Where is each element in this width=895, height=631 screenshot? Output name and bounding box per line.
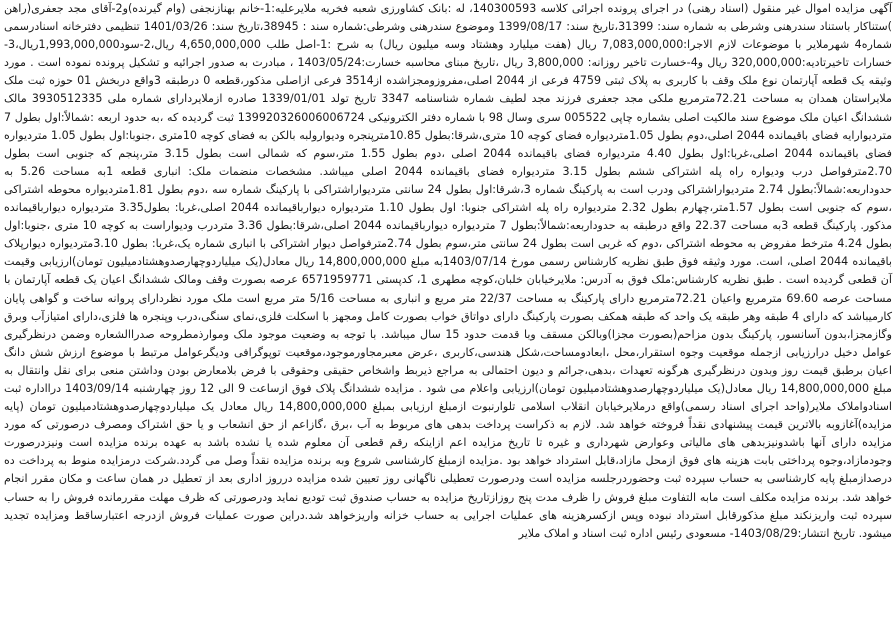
notice-body-text: آگهی مزایده اموال غیر منقول (اسناد رهنی) در اجرای پرونده اجرائی کلاسه 140300593، له :بانک کشاورزی شعبه فخریه ملایرعلیه:1-خانم بهنازنجفی (وام گیرنده)و2-آقای مجد جعفری(راهن )ستناکار باستناد سندرهنی وشرطی به شماره سند: 31399،تاریخ سند: 1399/08/17 وموضوع سندرهنی وشرطی:شماره سند : 38945،تاریخ سند: 1401/03/26 تنظیمی دفترخانه اسنادرسمی شماره4 شهرملایر با موضوعات لازم الاجرا:7,083,000,000 ریال (هفت میلیارد وهشتاد وسه میلیون ریال) به شرح :1-اصل طلب 4,650,000,000 ریال،2-سود1,993,000,000ریال،3-خسارات تاخیرتادیه:320,000,000 ریال و4-خسارت تاخیر روزانه: 3,800,000 ریال ،تاریخ مبنای محاسبه خسارت:1403/05/24 ، مبادرت به صدور اجرائیه و تشکیل پرونده نموده است . مورد وثیقه یک قطعه آپارتمان نوع ملک وقف با کاربری به پلاک ثبتی 4759 فرعی از 2044 اصلی،مفروزومجزاشده از3514 فرعی ازاصلی مذکور،قطعه 0 درطبقه 3واقع دربخش 01 حوزه ثبت ملک ملایراستان همدان به مساحت 72.21مترمربع ملکی مجد جعفری فرزند مجد لطیف شماره شناسنامه 3347 تاریخ تولد 1339/01/01 صادره ازملایردارای شماره ملی 3930512335 مالک ششدانگ اعیان ملک موضوع سند مالکیت اصلی بشماره چاپی 005522 سری وسال 98 با شماره دفتر الکترونیکی 139920326006006724 ثبت گردیده که ،به حدود اربعه :شمالاً:اول بطول 7 متردیوارایه فضای باقیمانده 2044 اصلی،دوم بطول 1.05متردیواره فضای کوچه 10 متری،شرقا:بطول 10.85مترپنجره ودیوارولبه بالکن به فضای کوچه 10متری ،جنوبا:اول بطول 1.05 متردیواره فضای باقیمانده 2044 اصلی،غربا:اول بطول 4.40 متردیواره فضای باقیمانده 2044 اصلی ،دوم بطول 1.55 متر،سوم که شمالی است بطول 3.15 متر،پنجم که جنوبی است بطول 2.70مترفواصل درب ودیواره راه پله اشتراکی ششم بطول 3.15 متردیواره فضای باقیمانده 2044 اصلی میباشد. مشخصات منضمات ملک: انباری قطعه 1به مساحت 5.26 به حدوداربعه:شمالاً:بطول 2.74 متردیواراشتراکی ودرب است به پارکینگ شماره 3،شرقا:اول بطول 24 سانتی متردیواراشتراکی با پارکینگ شماره سه ،دوم بطول 1.81متردیواره محوطه اشتراکی ،سوم که جنوبی است بطول 1.57متر،چهارم بطول 2.32 متردیواره راه پله اشتراکی جنوبا: اول بطول 1.10 متردیواره دیوارباقیمانده 2044 اصلی،غربا: بطول3.35 متردیواره دیوارباقیمانده مذکور. پارکینگ قطعه 3به مساحت 22.37 واقع درطبقه به حدوداربعه:شمالاً:بطول 7 متردیواره دیوارباقیمانده 2044 اصلی،شرقا:بطول 3.36 متردرب ودیواراست به کوچه 10 متری ،جنوبا:اول بطول 4.24 مترخط مفروض به محوطه اشتراکی ،دوم که غربی است بطول 24 سانتی متر،سوم بطول 2.74مترفواصل دیوار اشتراکی با انباری شماره یک،غربا: بطول 3.10متردیواره دیوارپلاک باقیمانده 2044 اصلی، است. مورد وثیقه فوق طبق نظریه کارشناس رسمی مورخ 1403/07/14به مبلغ 14,800,000,000 ریال معادل(یک میلیاردوچهارصدوهشتادمیلیون تومان)ارزیابی وقیمت آن قطعی گردیده است . طبق نظریه کارشناس:ملک فوق به آدرس: ملایرخیابان خلبان،کوچه مطهری 1، کدپستی 6571959771 عرصه بصورت وقف ومالک ششدانگ اعیان یک قطعه آپارتمان با مساحت عرصه 69.60 مترمربع واعیان 72.21مترمربع دارای پارکینگ به مساحت 22/37 متر مربع و انباری به مساحت 5/16 متر مربع است ملک مورد نظردارای پروانه ساخت و گواهی پایان کارمیباشد که دارای 4 طبقه وهر طبقه یک واحد که طبقه همکف بصورت پارکینگ دارای دواتاق خواب بصورت کامل ومجهز با اسکلت فلزی،نمای سنگی،درب وپنجره ها فلزی،دارای امتیازآب وبرق وگازمجزا،بدون آسانسور، پارکینگ بدون مزاحم(بصورت مجزا)وبالکن مسقف وبا قدمت حدود 15 سال میباشد. با توجه به وضعیت موجود ملک وموارذمطروحه صدراالشعاره وضمن درنظرگیری عوامل دخیل درارزیابی ازجمله موقعیت وجوه استقرار،محل ،ابعادومساحت،شکل هندسی،کاربری ،عرض معبرمجاورموجود،موقعیت توپوگرافی ودیگرعوامل مرتبط با موضوع ارزش شش دانگ اعیان برطبق قیمت روز وبدون درنظرگیری هرگونه تعهدات ،بدهی،جرائم و دیون احتمالی به مراجع ذیربط واشخاص حقیقی وحقوقی با فرض بلامعارض بودن وداشتن منعی برای نقل وانتقال به مبلغ 14,800,000,000 ریال معادل(یک میلیاردوچهارصدوهشتادمیلیون تومان)ارزیابی واعلام می شود . مزایده ششدانگ پلاک فوق ازساعت 9 الی 12 روز چهارشنبه 1403/09/14 درااداره ثبت اسنادواملاک ملایر(واحد اجرای اسناد رسمی)واقع درملایرخیابان انقلاب اسلامی تلوارنبوت ازمبلغ ارزیابی بمبلغ 14,800,000,000 ریال معادل یک میلیاردوچهارصدوهشتادمیلیون تومان (پایه مزایده)آغازوبه بالاترین قیمت پیشنهادی نقداً فروخته خواهد شد. لازم به ذکراست پرداخت بدهی های مربوط به آب ،برق ،گازاعم از حق انشعاب و یا حق اشتراک ومصرف درصورتی که مورد مزایده دارای آنها باشدونیزبدهی های مالیاتی وعوارض شهرداری و غیره تا تاریخ مزایده اعم ازاینکه رقم قطعی آن معلوم شده یا نشده باشد به عهده برنده مزایده است ونیزدرصورت وجودمازاد،وجوه پرداختی بابت هزینه های فوق ازمحل مازاد،قابل استرداد خواهد بود .مزایده ازمبلغ کارشناسی شروع وبه برنده مزایده نقداً وصل می گردد.شرکت درمزایده منوط به پرداخت ده درصدازمبلغ پایه کارشناسی به حساب سپرده ثبت وحضوردرجلسه مزایده است ودرصورت تعطیلی ناگهانی روز تعیین شده مزایده درروز اداری بعد از تعطیل در همان ساعت و مکان مقرر انجام خواهد شد. برنده مزایده مکلف است مابه التفاوت مبلغ فروش را ظرف مدت پنج روزازتاریخ مزایده به حساب صندوق ثبت تودیع نماید ودرصورتی که ظرف مهلت مقررمانده فروش را به حساب سپرده ثبت واریزنکند مبلغ مذکورقابل استرداد نبوده وپس ازکسرهزینه های عملیات اجرایی به حساب خزانه واریزخواهد شد.دراین صورت عملیات فروش ازدرجه اعتبارساقط ومزایده تجدید میشود. تاریخ انتشار:1403/08/29- مسعودی رئیس اداره ثبت اسناد و املاک ملایر: [4, 2, 893, 540]
